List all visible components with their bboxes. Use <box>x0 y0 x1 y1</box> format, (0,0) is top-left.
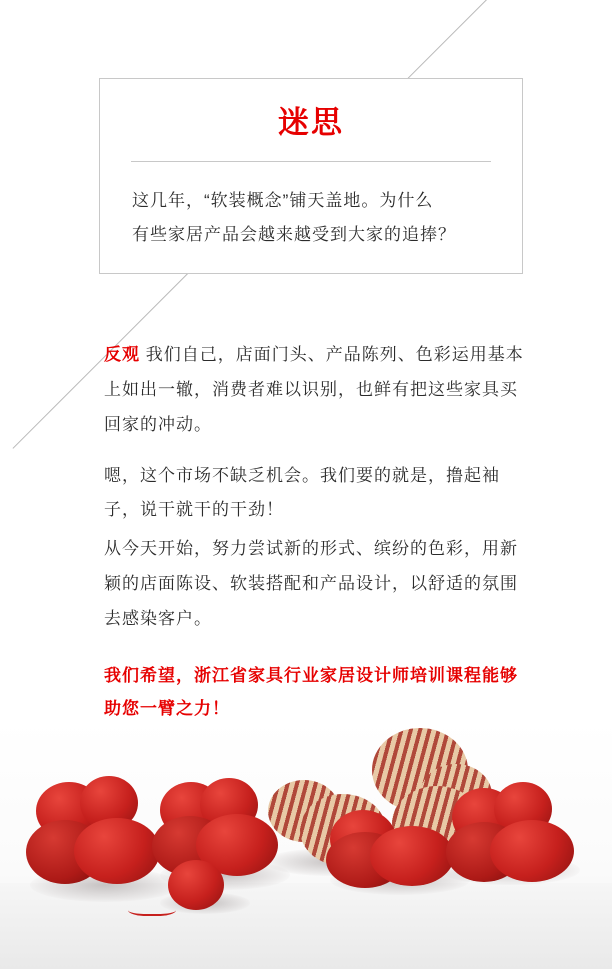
quote-line-2: 有些家居产品会越来越受到大家的追捧？ <box>132 225 456 245</box>
paragraph-1-text: 我们自己，店面门头、产品陈列、色彩运用基本上如出一辙，消费者难以识别，也鲜有把这些家具买回家的冲动。 <box>104 345 524 434</box>
body-content <box>104 338 528 725</box>
red-chair-left-seat <box>74 818 160 884</box>
paragraph-3: 从今天开始，努力尝试新的形式、缤纷的色彩，用新颖的店面陈设、软装搭配和产品设计，以舒适的氛围去感染客户。 <box>104 539 518 628</box>
quote-box <box>99 78 523 274</box>
paragraph-1 <box>104 338 528 443</box>
power-cord <box>128 902 176 916</box>
paragraph-2: 嗯，这个市场不缺乏机会。我们要的就是，撸起袖子，说干就干的干劲！ <box>104 465 500 520</box>
quote-divider <box>131 161 491 162</box>
red-armchairs-photo <box>0 720 612 969</box>
quote-line-1: 这几年，“软装概念”铺天盖地。为什么 <box>132 191 434 211</box>
red-chair-3-seat <box>370 826 454 886</box>
paragraph-1-highlight: 反观 <box>104 345 140 364</box>
quote-title: 迷思 <box>278 105 344 140</box>
red-chair-4-seat <box>490 820 574 882</box>
paragraph-4-highlight: 我们希望，浙江省家具行业家居设计师培训课程能够助您一臂之力！ <box>104 665 518 718</box>
red-ottoman <box>168 860 224 910</box>
